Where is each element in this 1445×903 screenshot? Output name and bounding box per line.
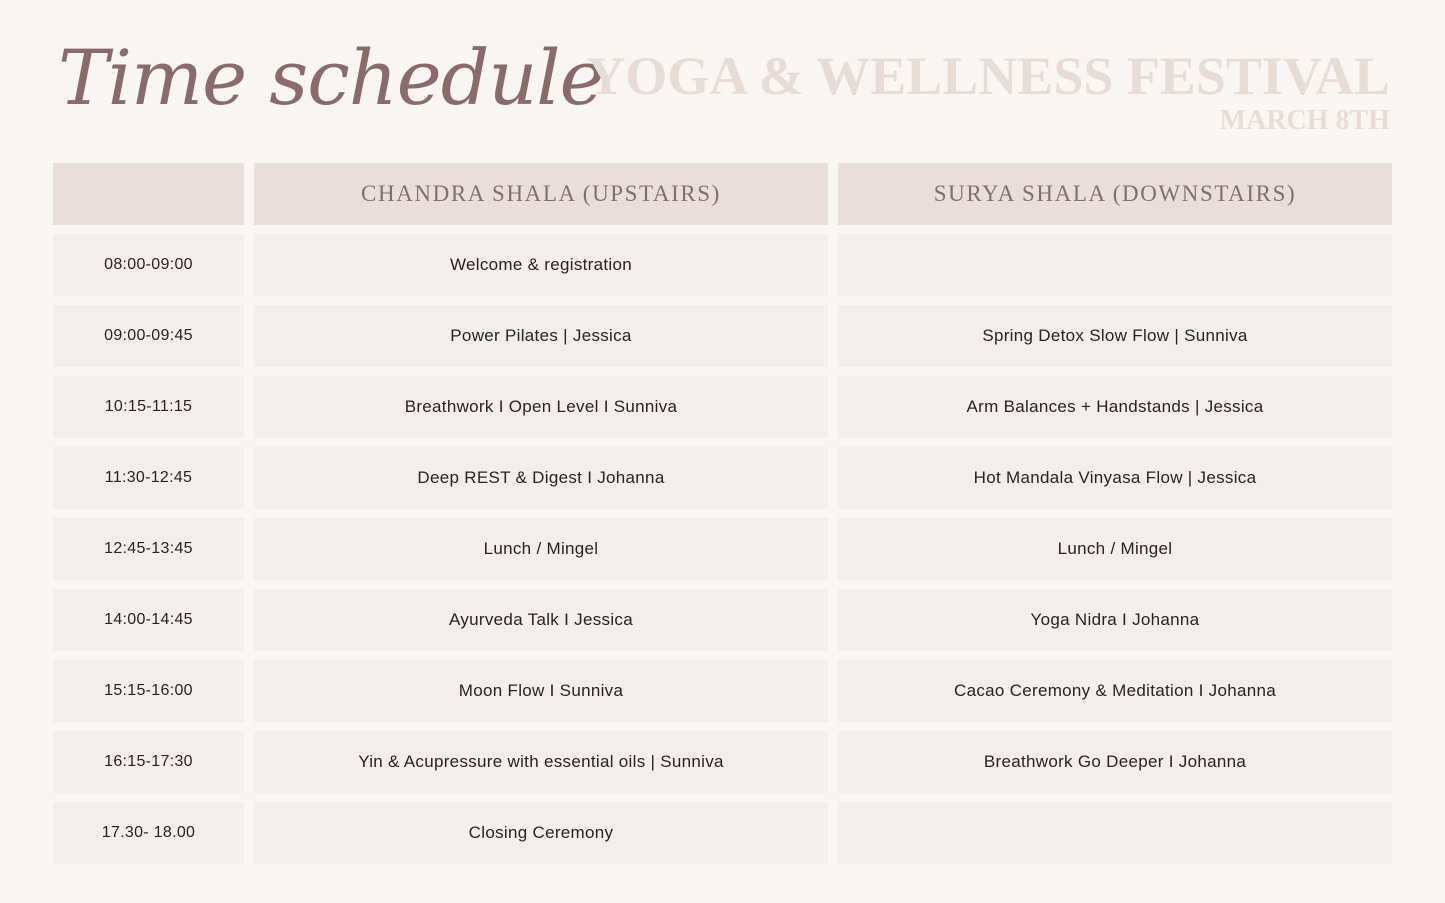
festival-banner bbox=[586, 46, 1390, 136]
downstairs-cell: Breathwork Go Deeper I Johanna bbox=[838, 731, 1392, 793]
festival-name: YOGA & WELLNESS FESTIVAL bbox=[586, 46, 1390, 106]
downstairs-cell bbox=[838, 802, 1392, 864]
downstairs-cell: Yoga Nidra I Johanna bbox=[838, 589, 1392, 651]
upstairs-cell: Ayurveda Talk I Jessica bbox=[254, 589, 828, 651]
time-cell: 09:00-09:45 bbox=[53, 305, 244, 367]
time-cell: 10:15-11:15 bbox=[53, 376, 244, 438]
time-cell: 11:30-12:45 bbox=[53, 447, 244, 509]
upstairs-cell: Lunch / Mingel bbox=[254, 518, 828, 580]
time-cell: 15:15-16:00 bbox=[53, 660, 244, 722]
time-cell: 17.30- 18.00 bbox=[53, 802, 244, 864]
header-time bbox=[53, 163, 244, 225]
downstairs-cell bbox=[838, 234, 1392, 296]
downstairs-cell: Spring Detox Slow Flow | Sunniva bbox=[838, 305, 1392, 367]
time-cell: 12:45-13:45 bbox=[53, 518, 244, 580]
upstairs-cell: Power Pilates | Jessica bbox=[254, 305, 828, 367]
downstairs-cell: Arm Balances + Handstands | Jessica bbox=[838, 376, 1392, 438]
downstairs-cell: Cacao Ceremony & Meditation I Johanna bbox=[838, 660, 1392, 722]
upstairs-cell: Moon Flow I Sunniva bbox=[254, 660, 828, 722]
upstairs-cell: Deep REST & Digest I Johanna bbox=[254, 447, 828, 509]
header-upstairs: CHANDRA SHALA (UPSTAIRS) bbox=[254, 163, 828, 225]
header-downstairs: SURYA SHALA (DOWNSTAIRS) bbox=[838, 163, 1392, 225]
time-cell: 08:00-09:00 bbox=[53, 234, 244, 296]
downstairs-cell: Lunch / Mingel bbox=[838, 518, 1392, 580]
upstairs-cell: Breathwork I Open Level I Sunniva bbox=[254, 376, 828, 438]
festival-date: MARCH 8TH bbox=[1219, 105, 1390, 136]
upstairs-cell: Closing Ceremony bbox=[254, 802, 828, 864]
time-cell: 16:15-17:30 bbox=[53, 731, 244, 793]
upstairs-cell: Welcome & registration bbox=[254, 234, 828, 296]
upstairs-cell: Yin & Acupressure with essential oils | Sunniva bbox=[254, 731, 828, 793]
downstairs-cell: Hot Mandala Vinyasa Flow | Jessica bbox=[838, 447, 1392, 509]
time-cell: 14:00-14:45 bbox=[53, 589, 244, 651]
page-title: Time schedule bbox=[58, 33, 604, 122]
